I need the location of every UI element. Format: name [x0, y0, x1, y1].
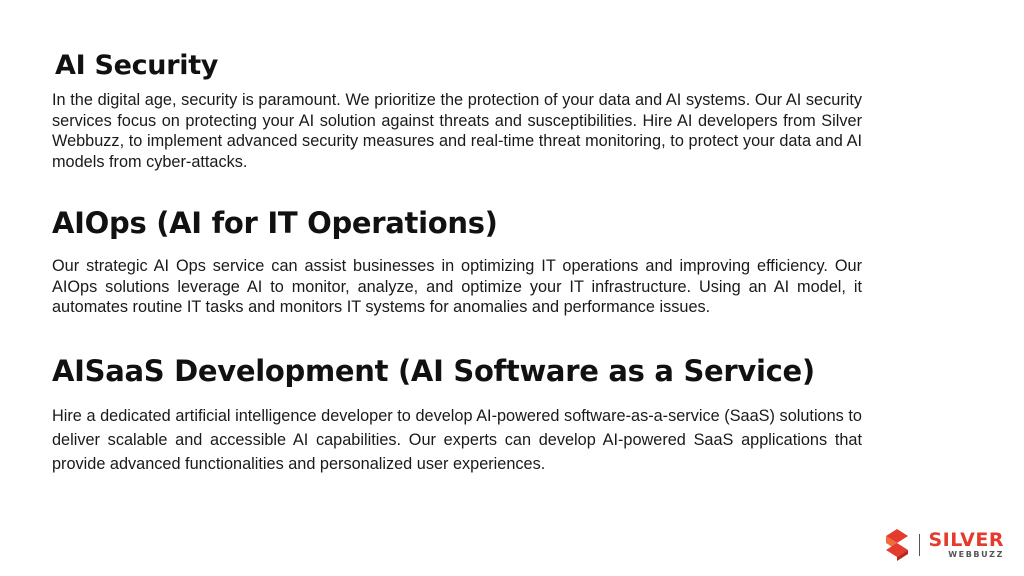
section-title: AISaaS Development (AI Software as a Service) [52, 354, 815, 388]
logo-divider [919, 534, 920, 556]
section-body: In the digital age, security is paramount. We prioritize the protection of your data and AI systems. Our AI security services focus on protecting your AI solution against threats and susceptibilities. Hire AI developers from Silver Webbuzz, to implement advanced security measures and real-time threat monitoring, to protect your data and AI models from cyber-attacks. [52, 91, 862, 171]
section-ai-security [52, 48, 862, 172]
logo-word: SILVER [928, 529, 1004, 551]
section-title: AIOps (AI for IT Operations) [52, 206, 498, 240]
section-body: Hire a dedicated artificial intelligence developer to develop AI-powered software-as-a-service (SaaS) solutions to deliver scalable and accessible AI capabilities. Our experts can develop AI-powered SaaS applications that provide advanced functionalities and personalized user experiences. [52, 407, 862, 473]
section-title: AI Security [55, 50, 219, 81]
company-logo [883, 528, 1004, 562]
section-aisaas [52, 352, 862, 476]
section-body: Our strategic AI Ops service can assist businesses in optimizing IT operations and improving efficiency. Our AIOps solutions leverage AI to monitor, analyze, and optimize your IT infrastructure. Using an AI model, it automates routine IT tasks and monitors IT systems for anomalies and performance issues. [52, 257, 862, 316]
logo-text [928, 531, 1004, 559]
section-aiops [52, 204, 862, 318]
logo-subword: WEBBUZZ [948, 550, 1004, 559]
logo-mark-icon [883, 528, 911, 562]
